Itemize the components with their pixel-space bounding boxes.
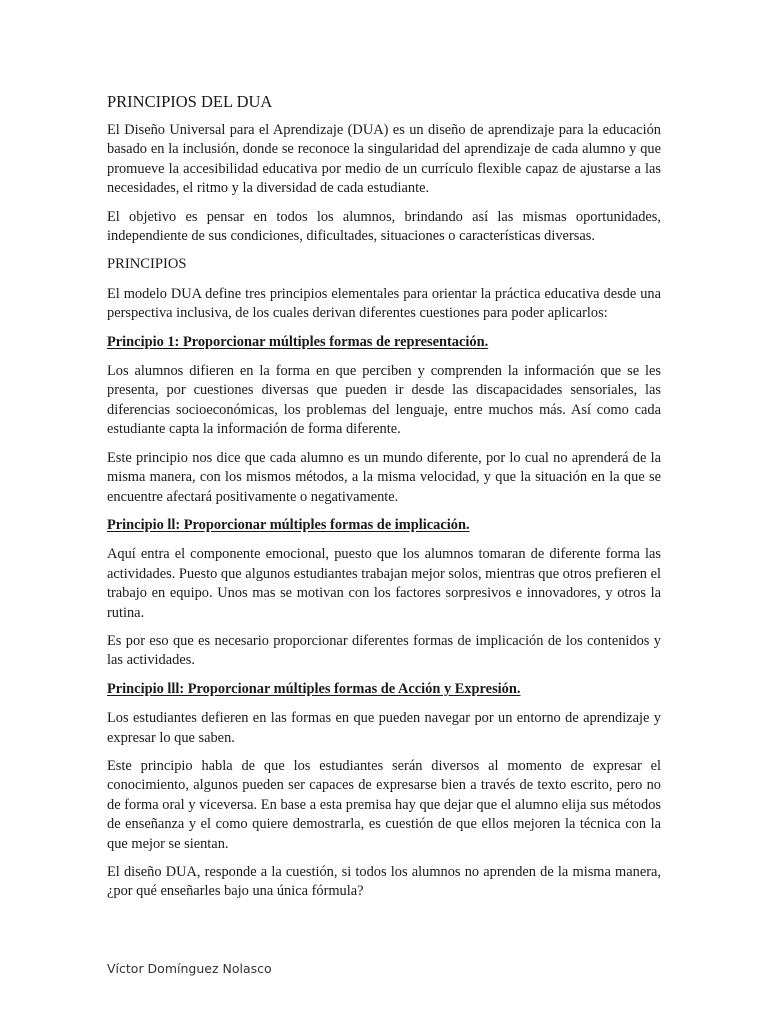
principle-2-heading: Principio ll: Proporcionar múltiples formas de implicación. bbox=[107, 516, 470, 533]
intro-paragraph-1: El Diseño Universal para el Aprendizaje (DUA) es un diseño de aprendizaje para la educación basado en la inclusión, donde se reconoce la singularidad del aprendizaje de cada alumno y que promueve la accesibilidad educativa por medio de un currículo flexible capaz de ajustarse a las necesidades, el ritmo y la diversidad de cada estudiante. bbox=[107, 122, 661, 197]
principle-1-paragraph-1: Los alumnos difieren en la forma en que perciben y comprenden la información que se les presenta, por cuestiones diversas que pueden ir desde las discapacidades sensoriales, las diferencias socioeconómicas, los problemas del lenguaje, entre muchos más. Así como cada estudiante capta la información de forma diferente. bbox=[107, 363, 661, 438]
principle-1-heading: Principio 1: Proporcionar múltiples formas de representación. bbox=[107, 333, 489, 350]
principle-1-paragraph-2: Este principio nos dice que cada alumno es un mundo diferente, por lo cual no aprenderá de la misma manera, con los mismos métodos, a la misma velocidad, y que la situación en la que se encuentre afectará positivamente o negativamente. bbox=[107, 449, 661, 505]
document-title: PRINCIPIOS DEL DUA bbox=[107, 92, 273, 111]
footer-author: Víctor Domínguez Nolasco bbox=[107, 961, 272, 976]
intro-paragraph-2: El objetivo es pensar en todos los alumnos, brindando así las mismas oportunidades, independiente de sus condiciones, dificultades, situaciones o características diversas. bbox=[107, 208, 661, 245]
document-body bbox=[107, 92, 661, 911]
principle-2-paragraph-1: Aquí entra el componente emocional, puesto que los alumnos tomaran de diferente forma las actividades. Puesto que algunos estudiantes trabajan mejor solos, mientras que otros prefieren el trabajo en equipo. Unos mas se motivan con los factores sorpresivos e innovadores, y otros la rutina. bbox=[107, 546, 661, 621]
principle-3-paragraph-2: Este principio habla de que los estudiantes serán diversos al momento de expresar el conocimiento, algunos pueden ser capaces de expresarse bien a través de texto escrito, pero no de forma oral y viceversa. En base a esta premisa hay que dejar que el alumno elija sus métodos de enseñanza y el como quiere demostrarla, es cuestión de que ellos mejoren la técnica con la que mejor se sientan. bbox=[107, 757, 661, 852]
principle-2-paragraph-2: Es por eso que es necesario proporcionar diferentes formas de implicación de los contenidos y las actividades. bbox=[107, 632, 661, 669]
section-label: PRINCIPIOS bbox=[107, 256, 187, 273]
section-intro-paragraph: El modelo DUA define tres principios elementales para orientar la práctica educativa desde una perspectiva inclusiva, de los cuales derivan diferentes cuestiones para poder aplicarlos: bbox=[107, 285, 661, 322]
closing-paragraph: El diseño DUA, responde a la cuestión, si todos los alumnos no aprenden de la misma manera, ¿por qué enseñarles bajo una única fórmula? bbox=[107, 864, 661, 900]
principle-3-paragraph-1: Los estudiantes defieren en las formas en que pueden navegar por un entorno de aprendizaje y expresar lo que saben. bbox=[107, 710, 661, 746]
principle-3-heading: Principio lll: Proporcionar múltiples formas de Acción y Expresión. bbox=[107, 680, 521, 697]
